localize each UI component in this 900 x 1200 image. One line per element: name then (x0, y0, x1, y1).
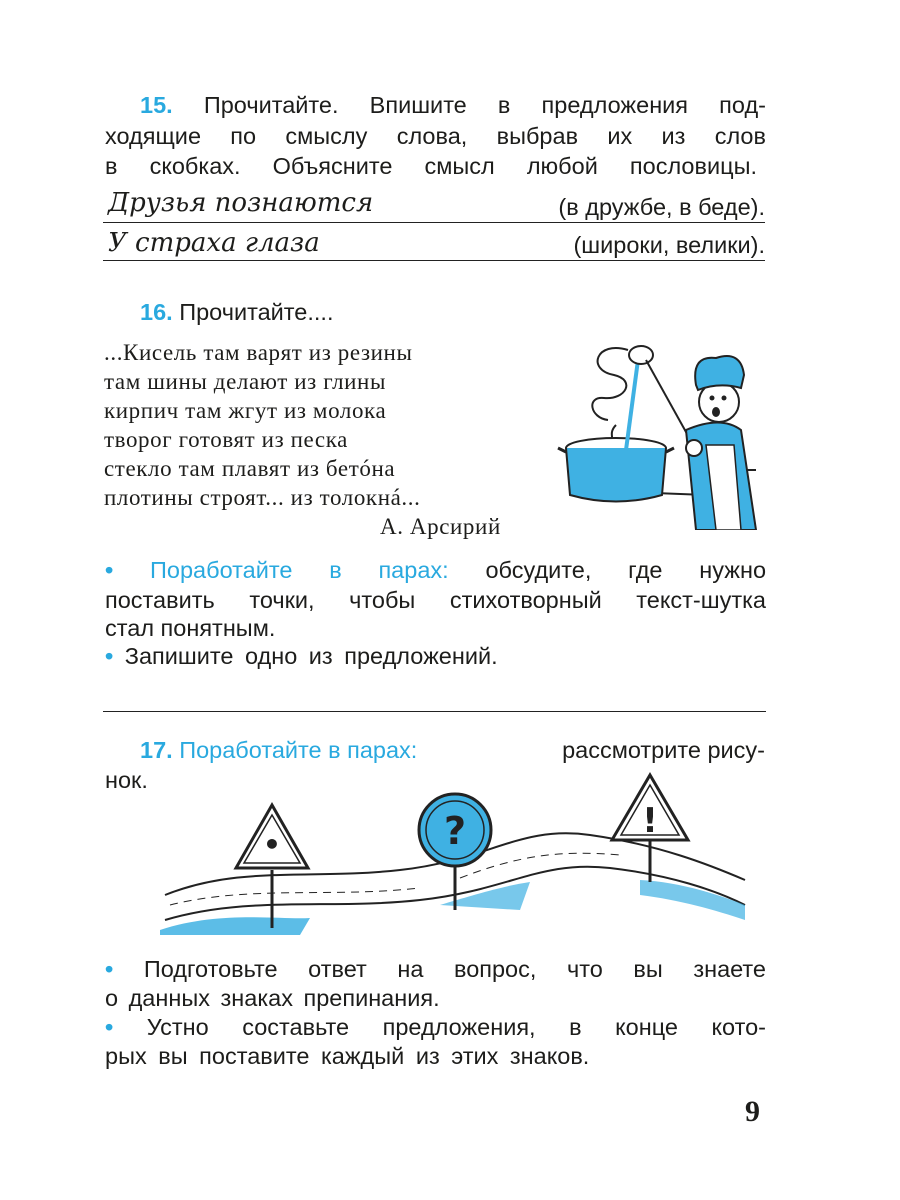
answer-line (103, 260, 765, 261)
ex15-line-1-text: Прочитайте. Впишите в предложения под- (203, 92, 767, 118)
pair-work-label: Поработайте в парах: (179, 737, 418, 763)
ex16-task1-line-3: стал понятным. (105, 615, 276, 641)
poem-line: стекло там плавят из бетóна (104, 456, 396, 481)
poem-line: ...Кисель там варят из резины (104, 340, 413, 365)
ex17-bullet-2-line-1 (105, 1012, 766, 1042)
ex17-number: 17. (140, 737, 173, 763)
ex17-header (140, 735, 417, 765)
ex15-number: 15. (140, 92, 173, 118)
bullet-icon: • (105, 643, 114, 669)
ex16-task1-text: обсудите, где нужно (485, 557, 767, 583)
answer-line (103, 711, 766, 712)
ex17-text-line-2: нок. (105, 767, 148, 793)
proverb-2-handwritten: У страха глаза (108, 228, 320, 258)
proverb-1-handwritten: Друзья познаются (108, 188, 374, 218)
ex16-task1-line-2: поставить точки, чтобы стихотворный текст-шутка (105, 587, 766, 613)
ex17-text-line-1: рассмотрите рису- (562, 737, 765, 763)
proverb-1-options: (в дружбе, в беде). (558, 194, 765, 220)
ex17-bullet-1-line-1 (105, 954, 766, 984)
ex17-bullet-1-line-2: о данных знаках препинания. (105, 985, 440, 1011)
poem-line: плотины строят... из толокнá... (104, 485, 421, 510)
poem-line: там шины делают из глины (104, 369, 387, 394)
sign-dot-symbol: • (263, 828, 281, 861)
poem-line: творог готовят из песка (104, 427, 348, 452)
sign-question-symbol: ? (443, 809, 467, 853)
proverb-2-options: (широки, велики). (573, 232, 765, 258)
ex15-line-1 (140, 90, 766, 120)
answer-line (103, 222, 765, 223)
bullet-icon: • (105, 1014, 114, 1040)
ex16-number: 16. (140, 299, 173, 325)
ex16-task2 (105, 641, 498, 671)
bullet-icon: • (105, 956, 114, 982)
road-signs-illustration (160, 770, 750, 940)
sign-exclamation-symbol: ! (642, 801, 658, 841)
ex16-task1-line-1 (105, 555, 766, 585)
ex17-bullet-1-text: Подготовьте ответ на вопрос, что вы знаете (143, 956, 766, 982)
page-number: 9 (745, 1095, 760, 1128)
ex15-line-3: в скобках. Объясните смысл любой пословицы. (105, 153, 757, 179)
pair-work-label: Поработайте в парах: (150, 557, 449, 583)
ex16-instruction: Прочитайте.... (179, 299, 334, 325)
ex16-task2-text: Запишите одно из предложений. (124, 643, 498, 669)
ex16-header (140, 297, 333, 327)
cook-illustration (556, 330, 771, 530)
bullet-icon: • (105, 557, 114, 583)
ex15-line-2: ходящие по смыслу слова, выбрав их из слов (105, 123, 766, 149)
poem-line: кирпич там жгут из молока (104, 398, 387, 423)
ex17-bullet-2-text: Устно составьте предложения, в конце кото- (146, 1014, 766, 1040)
poem-author: А. Арсирий (380, 514, 501, 539)
ex17-bullet-2-line-2: рых вы поставите каждый из этих знаков. (105, 1043, 590, 1069)
